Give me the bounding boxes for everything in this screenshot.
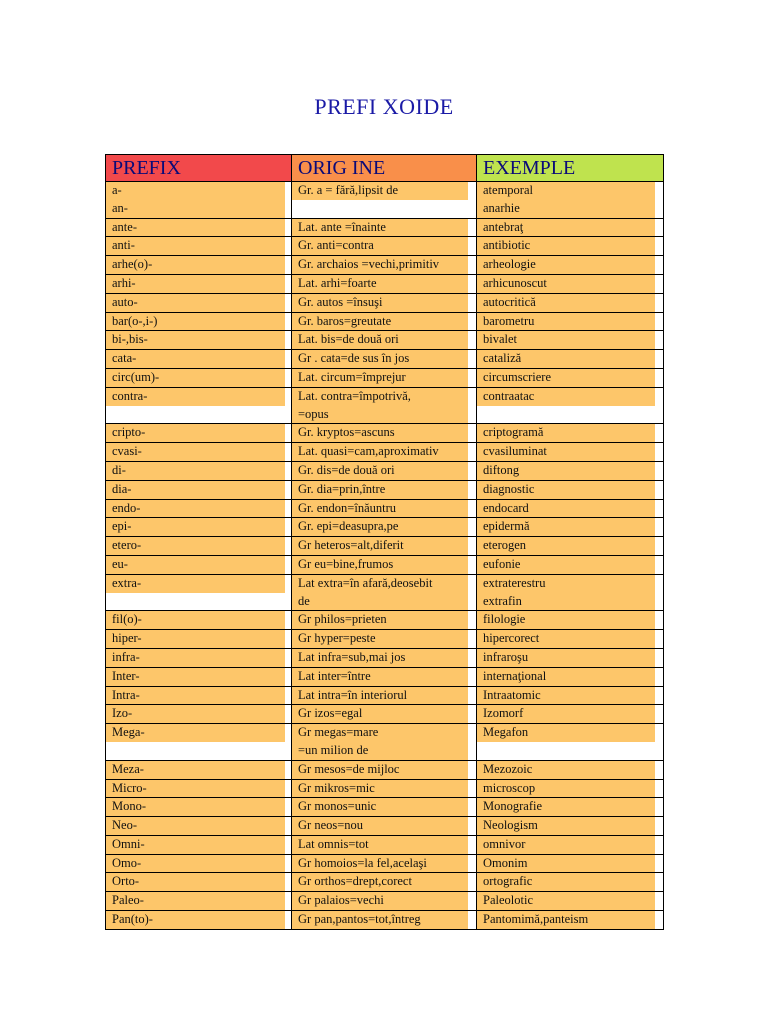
cell-example bbox=[477, 667, 664, 686]
cell-example bbox=[477, 480, 664, 499]
cell-origin bbox=[292, 443, 477, 462]
cell-example-text: cataliză bbox=[477, 350, 655, 368]
cell-origin-text: Gr orthos=drept,corect bbox=[292, 873, 468, 891]
cell-origin-text: Lat. contra=împotrivă, =opus bbox=[292, 388, 468, 424]
cell-origin bbox=[292, 331, 477, 350]
table-row bbox=[106, 293, 664, 312]
cell-prefix-text: cvasi- bbox=[106, 443, 285, 461]
cell-example bbox=[477, 256, 664, 275]
cell-prefix-text: di- bbox=[106, 462, 285, 480]
table-row bbox=[106, 331, 664, 350]
cell-prefix bbox=[106, 499, 292, 518]
table-row bbox=[106, 499, 664, 518]
cell-example bbox=[477, 387, 664, 424]
header-prefix: PREFIX bbox=[106, 155, 292, 182]
cell-example bbox=[477, 518, 664, 537]
cell-example bbox=[477, 574, 664, 611]
cell-prefix bbox=[106, 350, 292, 369]
cell-example bbox=[477, 182, 664, 219]
cell-origin bbox=[292, 182, 477, 219]
cell-prefix-text: auto- bbox=[106, 294, 285, 312]
cell-origin-text: Lat. ante =înainte bbox=[292, 219, 468, 237]
cell-example bbox=[477, 312, 664, 331]
cell-origin bbox=[292, 667, 477, 686]
cell-prefix bbox=[106, 237, 292, 256]
cell-example bbox=[477, 274, 664, 293]
table-row bbox=[106, 611, 664, 630]
cell-prefix-text: Neo- bbox=[106, 817, 285, 835]
cell-example-text: internaţional bbox=[477, 668, 655, 686]
table-row bbox=[106, 648, 664, 667]
cell-prefix-text: a- an- bbox=[106, 182, 285, 218]
cell-prefix bbox=[106, 331, 292, 350]
cell-example bbox=[477, 350, 664, 369]
cell-prefix bbox=[106, 686, 292, 705]
cell-example-text: diagnostic bbox=[477, 481, 655, 499]
table-row bbox=[106, 555, 664, 574]
cell-example bbox=[477, 461, 664, 480]
cell-origin-text: Lat. arhi=foarte bbox=[292, 275, 468, 293]
cell-example-text: Omonim bbox=[477, 855, 655, 873]
cell-example-text: antibiotic bbox=[477, 237, 655, 255]
cell-example-text: hipercorect bbox=[477, 630, 655, 648]
cell-example-text: Mezozoic bbox=[477, 761, 655, 779]
table-row bbox=[106, 237, 664, 256]
cell-prefix bbox=[106, 724, 292, 761]
cell-origin-text: Gr neos=nou bbox=[292, 817, 468, 835]
cell-prefix bbox=[106, 443, 292, 462]
cell-origin-text: Gr. epi=deasupra,pe bbox=[292, 518, 468, 536]
cell-prefix-text: Orto- bbox=[106, 873, 285, 891]
table-row bbox=[106, 817, 664, 836]
cell-example-text: circumscriere bbox=[477, 369, 655, 387]
cell-example-text: eterogen bbox=[477, 537, 655, 555]
cell-origin bbox=[292, 705, 477, 724]
table-row bbox=[106, 182, 664, 219]
cell-prefix bbox=[106, 873, 292, 892]
cell-origin bbox=[292, 648, 477, 667]
cell-prefix-text: Mono- bbox=[106, 798, 285, 816]
cell-prefix bbox=[106, 611, 292, 630]
cell-example bbox=[477, 798, 664, 817]
cell-prefix-text: epi- bbox=[106, 518, 285, 536]
cell-origin-text: Gr philos=prieten bbox=[292, 611, 468, 629]
table-row bbox=[106, 480, 664, 499]
cell-example-text: Neologism bbox=[477, 817, 655, 835]
prefix-table bbox=[105, 154, 664, 930]
cell-prefix bbox=[106, 854, 292, 873]
cell-origin-text: Gr megas=mare =un milion de bbox=[292, 724, 468, 760]
cell-origin-text: Gr. a = fără,lipsit de bbox=[292, 182, 468, 200]
cell-origin-text: Lat. quasi=cam,aproximativ bbox=[292, 443, 468, 461]
cell-example bbox=[477, 724, 664, 761]
cell-example-text: Intraatomic bbox=[477, 687, 655, 705]
cell-prefix bbox=[106, 667, 292, 686]
cell-origin-text: Gr. baros=greutate bbox=[292, 313, 468, 331]
cell-origin bbox=[292, 312, 477, 331]
cell-example-text: Monografie bbox=[477, 798, 655, 816]
cell-origin-text: Gr. archaios =vechi,primitiv bbox=[292, 256, 468, 274]
cell-origin-text: Gr heteros=alt,diferit bbox=[292, 537, 468, 555]
cell-prefix bbox=[106, 892, 292, 911]
cell-origin-text: Gr. kryptos=ascuns bbox=[292, 424, 468, 442]
table-row bbox=[106, 667, 664, 686]
cell-prefix-text: extra- bbox=[106, 575, 285, 593]
cell-prefix-text: fil(o)- bbox=[106, 611, 285, 629]
cell-example-text: bivalet bbox=[477, 331, 655, 349]
cell-origin-text: Gr mesos=de mijloc bbox=[292, 761, 468, 779]
table-row bbox=[106, 350, 664, 369]
cell-example-text: arhicunoscut bbox=[477, 275, 655, 293]
cell-prefix-text: dia- bbox=[106, 481, 285, 499]
table-row bbox=[106, 686, 664, 705]
table-row bbox=[106, 630, 664, 649]
table-row bbox=[106, 854, 664, 873]
table-row bbox=[106, 873, 664, 892]
cell-example-text: autocritică bbox=[477, 294, 655, 312]
cell-prefix-text: contra- bbox=[106, 388, 285, 406]
cell-example bbox=[477, 424, 664, 443]
cell-example-text: contraatac bbox=[477, 388, 655, 406]
cell-prefix bbox=[106, 182, 292, 219]
cell-example-text: Pantomimă,panteism bbox=[477, 911, 655, 929]
cell-prefix-text: Omni- bbox=[106, 836, 285, 854]
cell-prefix-text: eu- bbox=[106, 556, 285, 574]
cell-origin bbox=[292, 873, 477, 892]
cell-example bbox=[477, 835, 664, 854]
cell-example bbox=[477, 499, 664, 518]
cell-example bbox=[477, 817, 664, 836]
cell-example bbox=[477, 648, 664, 667]
cell-origin bbox=[292, 237, 477, 256]
cell-origin bbox=[292, 274, 477, 293]
cell-prefix-text: arhe(o)- bbox=[106, 256, 285, 274]
cell-example-text: Paleolotic bbox=[477, 892, 655, 910]
cell-origin bbox=[292, 724, 477, 761]
table-row bbox=[106, 892, 664, 911]
cell-prefix-text: circ(um)- bbox=[106, 369, 285, 387]
cell-origin bbox=[292, 892, 477, 911]
table-row bbox=[106, 705, 664, 724]
cell-example bbox=[477, 760, 664, 779]
cell-prefix-text: ante- bbox=[106, 219, 285, 237]
cell-origin-text: Gr palaios=vechi bbox=[292, 892, 468, 910]
table-row bbox=[106, 461, 664, 480]
cell-origin-text: Gr. dis=de două ori bbox=[292, 462, 468, 480]
cell-example-text: Izomorf bbox=[477, 705, 655, 723]
cell-example-text: barometru bbox=[477, 313, 655, 331]
cell-example bbox=[477, 443, 664, 462]
cell-example bbox=[477, 218, 664, 237]
cell-origin-text: Gr pan,pantos=tot,întreg bbox=[292, 911, 468, 929]
table-row bbox=[106, 387, 664, 424]
cell-origin bbox=[292, 537, 477, 556]
cell-example bbox=[477, 537, 664, 556]
cell-prefix bbox=[106, 779, 292, 798]
cell-origin bbox=[292, 817, 477, 836]
cell-prefix bbox=[106, 705, 292, 724]
cell-prefix bbox=[106, 293, 292, 312]
cell-prefix-text: arhi- bbox=[106, 275, 285, 293]
cell-example bbox=[477, 368, 664, 387]
cell-example bbox=[477, 611, 664, 630]
cell-origin bbox=[292, 461, 477, 480]
cell-example-text: eufonie bbox=[477, 556, 655, 574]
table-header-row bbox=[106, 155, 664, 182]
cell-prefix bbox=[106, 817, 292, 836]
cell-prefix-text: infra- bbox=[106, 649, 285, 667]
cell-prefix bbox=[106, 480, 292, 499]
cell-origin bbox=[292, 911, 477, 930]
cell-origin-text: Gr. autos =însuşi bbox=[292, 294, 468, 312]
cell-example-text: arheologie bbox=[477, 256, 655, 274]
cell-origin-text: Lat extra=în afară,deosebit de bbox=[292, 575, 468, 611]
cell-origin bbox=[292, 630, 477, 649]
cell-example bbox=[477, 237, 664, 256]
cell-prefix-text: etero- bbox=[106, 537, 285, 555]
cell-origin-text: Gr monos=unic bbox=[292, 798, 468, 816]
cell-origin-text: Gr izos=egal bbox=[292, 705, 468, 723]
cell-example-text: antebraţ bbox=[477, 219, 655, 237]
cell-prefix-text: endo- bbox=[106, 500, 285, 518]
table-body bbox=[106, 182, 664, 930]
cell-origin-text: Gr homoios=la fel,acelaşi bbox=[292, 855, 468, 873]
cell-example bbox=[477, 892, 664, 911]
cell-example bbox=[477, 705, 664, 724]
cell-example bbox=[477, 854, 664, 873]
cell-example-text: extraterestru extrafin bbox=[477, 575, 655, 611]
cell-example-text: infraroşu bbox=[477, 649, 655, 667]
cell-origin bbox=[292, 760, 477, 779]
cell-origin bbox=[292, 218, 477, 237]
table-row bbox=[106, 424, 664, 443]
cell-origin bbox=[292, 611, 477, 630]
table-row bbox=[106, 518, 664, 537]
table-row bbox=[106, 911, 664, 930]
header-example: EXEMPLE bbox=[477, 155, 664, 182]
table-row bbox=[106, 835, 664, 854]
cell-prefix bbox=[106, 760, 292, 779]
cell-example bbox=[477, 873, 664, 892]
cell-origin bbox=[292, 798, 477, 817]
table-row bbox=[106, 256, 664, 275]
cell-prefix-text: Izo- bbox=[106, 705, 285, 723]
cell-example-text: epidermă bbox=[477, 518, 655, 536]
cell-prefix-text: Inter- bbox=[106, 668, 285, 686]
table-row bbox=[106, 537, 664, 556]
cell-origin bbox=[292, 368, 477, 387]
table-row bbox=[106, 574, 664, 611]
table-row bbox=[106, 779, 664, 798]
cell-prefix-text: Paleo- bbox=[106, 892, 285, 910]
cell-prefix bbox=[106, 424, 292, 443]
cell-origin bbox=[292, 424, 477, 443]
cell-origin-text: Gr. endon=înăuntru bbox=[292, 500, 468, 518]
cell-origin-text: Gr hyper=peste bbox=[292, 630, 468, 648]
table-row bbox=[106, 760, 664, 779]
cell-origin bbox=[292, 779, 477, 798]
header-origin: ORIG INE bbox=[292, 155, 477, 182]
cell-example-text: filologie bbox=[477, 611, 655, 629]
cell-prefix-text: cripto- bbox=[106, 424, 285, 442]
cell-origin bbox=[292, 387, 477, 424]
cell-origin bbox=[292, 518, 477, 537]
cell-prefix bbox=[106, 648, 292, 667]
cell-origin bbox=[292, 854, 477, 873]
cell-prefix-text: hiper- bbox=[106, 630, 285, 648]
cell-prefix-text: bi-,bis- bbox=[106, 331, 285, 349]
cell-origin-text: Lat intra=în interiorul bbox=[292, 687, 468, 705]
cell-prefix-text: cata- bbox=[106, 350, 285, 368]
cell-origin-text: Lat. bis=de două ori bbox=[292, 331, 468, 349]
cell-prefix bbox=[106, 630, 292, 649]
cell-prefix-text: Mega- bbox=[106, 724, 285, 742]
cell-origin-text: Gr. anti=contra bbox=[292, 237, 468, 255]
cell-prefix bbox=[106, 537, 292, 556]
table-row bbox=[106, 274, 664, 293]
cell-example bbox=[477, 331, 664, 350]
cell-prefix bbox=[106, 256, 292, 275]
cell-prefix-text: bar(o-,i-) bbox=[106, 313, 285, 331]
cell-origin bbox=[292, 686, 477, 705]
table-row bbox=[106, 218, 664, 237]
cell-origin bbox=[292, 499, 477, 518]
cell-prefix bbox=[106, 555, 292, 574]
cell-example bbox=[477, 779, 664, 798]
cell-origin bbox=[292, 256, 477, 275]
cell-example-text: ortografic bbox=[477, 873, 655, 891]
document-title: PREFI XOIDE bbox=[314, 94, 454, 119]
cell-origin-text: Lat. circum=împrejur bbox=[292, 369, 468, 387]
cell-origin-text: Gr eu=bine,frumos bbox=[292, 556, 468, 574]
cell-prefix bbox=[106, 835, 292, 854]
cell-example bbox=[477, 630, 664, 649]
cell-origin-text: Lat infra=sub,mai jos bbox=[292, 649, 468, 667]
cell-prefix bbox=[106, 368, 292, 387]
cell-example-text: Megafon bbox=[477, 724, 655, 742]
cell-prefix-text: Pan(to)- bbox=[106, 911, 285, 929]
cell-example-text: cvasiluminat bbox=[477, 443, 655, 461]
cell-prefix-text: Intra- bbox=[106, 687, 285, 705]
cell-example-text: atemporal anarhie bbox=[477, 182, 655, 218]
cell-example bbox=[477, 293, 664, 312]
cell-origin bbox=[292, 574, 477, 611]
cell-prefix bbox=[106, 312, 292, 331]
cell-origin-text: Gr. dia=prin,între bbox=[292, 481, 468, 499]
cell-example-text: criptogramă bbox=[477, 424, 655, 442]
cell-origin bbox=[292, 555, 477, 574]
table-row bbox=[106, 443, 664, 462]
cell-origin-text: Lat omnis=tot bbox=[292, 836, 468, 854]
cell-prefix bbox=[106, 387, 292, 424]
table-row bbox=[106, 798, 664, 817]
cell-origin bbox=[292, 350, 477, 369]
cell-origin bbox=[292, 835, 477, 854]
cell-prefix bbox=[106, 911, 292, 930]
cell-prefix-text: anti- bbox=[106, 237, 285, 255]
cell-example bbox=[477, 686, 664, 705]
cell-example-text: diftong bbox=[477, 462, 655, 480]
cell-origin-text: Lat inter=între bbox=[292, 668, 468, 686]
cell-prefix-text: Meza- bbox=[106, 761, 285, 779]
cell-example bbox=[477, 555, 664, 574]
table-row bbox=[106, 312, 664, 331]
cell-prefix bbox=[106, 274, 292, 293]
cell-prefix bbox=[106, 218, 292, 237]
cell-example bbox=[477, 911, 664, 930]
cell-prefix-text: Omo- bbox=[106, 855, 285, 873]
cell-prefix bbox=[106, 518, 292, 537]
cell-prefix bbox=[106, 461, 292, 480]
table-row bbox=[106, 724, 664, 761]
table-row bbox=[106, 368, 664, 387]
cell-example-text: omnivor bbox=[477, 836, 655, 854]
cell-origin bbox=[292, 293, 477, 312]
cell-prefix bbox=[106, 798, 292, 817]
cell-example-text: endocard bbox=[477, 500, 655, 518]
cell-example-text: microscop bbox=[477, 780, 655, 798]
cell-origin bbox=[292, 480, 477, 499]
cell-origin-text: Gr . cata=de sus în jos bbox=[292, 350, 468, 368]
cell-prefix bbox=[106, 574, 292, 611]
cell-prefix-text: Micro- bbox=[106, 780, 285, 798]
cell-origin-text: Gr mikros=mic bbox=[292, 780, 468, 798]
